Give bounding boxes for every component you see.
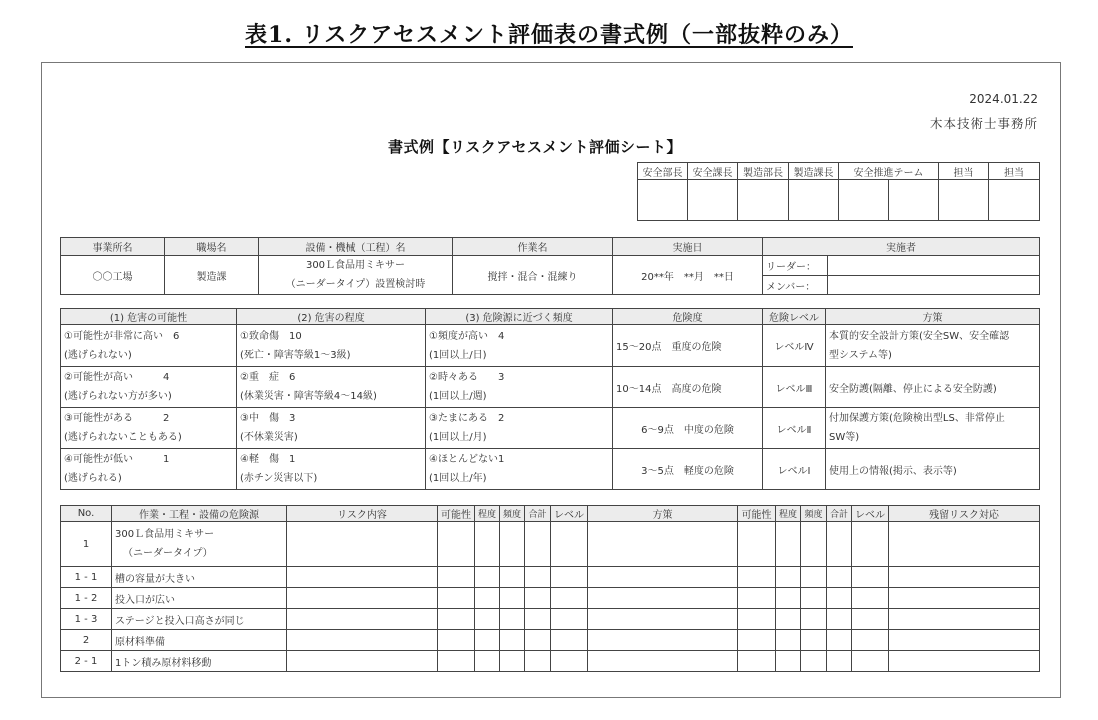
row-number: 1 - 1 xyxy=(61,567,112,588)
stamp-cell[interactable] xyxy=(638,180,688,221)
stamp-cell[interactable] xyxy=(939,180,989,221)
measure-cell: 安全防護(隔離、停止による安全防護) xyxy=(826,367,1040,408)
possibility-cell: ②可能性が高い 4 (逃げられない方が多い) xyxy=(61,367,237,408)
possibility-cell: ③可能性がある 2 (逃げられないこともある) xyxy=(61,408,237,449)
measure-input-cell[interactable] xyxy=(588,609,738,630)
score-cell[interactable] xyxy=(475,630,500,651)
score-cell[interactable] xyxy=(738,588,776,609)
risk-level-cell: レベルⅣ xyxy=(763,325,826,367)
score-cell[interactable] xyxy=(551,522,588,567)
score-cell[interactable] xyxy=(738,567,776,588)
assessment-header: 頻度 xyxy=(801,506,827,522)
hazard-cell: 原材料準備 xyxy=(112,630,287,651)
criteria-header: 方策 xyxy=(826,309,1040,325)
score-cell[interactable] xyxy=(827,651,852,672)
residual-risk-cell[interactable] xyxy=(889,609,1040,630)
residual-risk-cell[interactable] xyxy=(889,630,1040,651)
score-cell[interactable] xyxy=(475,588,500,609)
stamp-cell[interactable] xyxy=(789,180,839,221)
score-cell[interactable] xyxy=(852,588,889,609)
stamp-cell[interactable] xyxy=(688,180,738,221)
score-cell[interactable] xyxy=(801,651,827,672)
criteria-row xyxy=(61,367,1040,408)
assessment-header: 作業・工程・設備の危険源 xyxy=(112,506,287,522)
workplace-name: 製造課 xyxy=(165,256,259,295)
score-cell[interactable] xyxy=(852,522,889,567)
frequency-cell: ③たまにある 2 (1回以上/月) xyxy=(426,408,613,449)
site-name: 〇〇工場 xyxy=(61,256,165,295)
risk-level-cell: レベルⅢ xyxy=(763,367,826,408)
severity-cell: ④軽 傷 1 (赤チン災害以下) xyxy=(237,449,426,490)
score-cell[interactable] xyxy=(738,522,776,567)
measure-input-cell[interactable] xyxy=(588,567,738,588)
score-cell[interactable] xyxy=(738,651,776,672)
score-cell[interactable] xyxy=(801,630,827,651)
score-cell[interactable] xyxy=(500,609,525,630)
criteria-header: (1) 危害の可能性 xyxy=(61,309,237,325)
caption-text: 表1. リスクアセスメント評価表の書式例（一部抜粋のみ） xyxy=(245,22,853,48)
residual-risk-cell[interactable] xyxy=(889,522,1040,567)
criteria-row xyxy=(61,325,1040,367)
severity-cell: ③中 傷 3 (不休業災害) xyxy=(237,408,426,449)
score-cell[interactable] xyxy=(500,630,525,651)
risk-score-cell: 10～14点 高度の危険 xyxy=(613,367,763,408)
score-cell[interactable] xyxy=(551,609,588,630)
approval-table xyxy=(637,162,1040,221)
residual-risk-cell[interactable] xyxy=(889,567,1040,588)
residual-risk-cell[interactable] xyxy=(889,588,1040,609)
score-cell[interactable] xyxy=(852,651,889,672)
table-row xyxy=(61,630,1040,651)
info-header: 作業名 xyxy=(453,238,613,256)
score-cell[interactable] xyxy=(500,522,525,567)
severity-cell: ②重 症 6 (休業災害・障害等級4～14級) xyxy=(237,367,426,408)
info-table xyxy=(60,237,1040,295)
table-row xyxy=(61,651,1040,672)
task-name: 撹拌・混合・混練り xyxy=(453,256,613,295)
score-cell[interactable] xyxy=(852,630,889,651)
risk-content-cell[interactable] xyxy=(287,588,438,609)
criteria-header: 危険レベル xyxy=(763,309,826,325)
severity-cell: ①致命傷 10 (死亡・障害等級1～3級) xyxy=(237,325,426,367)
score-cell[interactable] xyxy=(438,609,475,630)
score-cell[interactable] xyxy=(551,630,588,651)
info-header: 実施日 xyxy=(613,238,763,256)
risk-score-cell: 6～9点 中度の危険 xyxy=(613,408,763,449)
assessment-header: 可能性 xyxy=(438,506,475,522)
score-cell[interactable] xyxy=(551,651,588,672)
document-date: 2024.01.22 xyxy=(969,92,1038,106)
score-cell[interactable] xyxy=(500,651,525,672)
score-cell[interactable] xyxy=(525,567,551,588)
score-cell[interactable] xyxy=(801,588,827,609)
score-cell[interactable] xyxy=(475,609,500,630)
score-cell[interactable] xyxy=(438,588,475,609)
score-cell[interactable] xyxy=(525,522,551,567)
approval-header: 安全課長 xyxy=(688,163,738,180)
execution-date: 20**年 **月 **日 xyxy=(613,256,763,295)
score-cell[interactable] xyxy=(776,651,801,672)
measure-cell: 使用上の情報(掲示、表示等) xyxy=(826,449,1040,490)
table-row xyxy=(61,567,1040,588)
measure-input-cell[interactable] xyxy=(588,588,738,609)
score-cell[interactable] xyxy=(827,588,852,609)
frequency-cell: ④ほとんどない1 (1回以上/年) xyxy=(426,449,613,490)
stamp-cell[interactable] xyxy=(839,180,889,221)
assessment-header: No. xyxy=(61,506,112,522)
score-cell[interactable] xyxy=(525,609,551,630)
score-cell[interactable] xyxy=(500,588,525,609)
leader-label: リーダー： xyxy=(763,256,828,276)
residual-risk-cell[interactable] xyxy=(889,651,1040,672)
equipment-line: （ニーダータイプ）設置検討時 xyxy=(285,279,426,290)
member-label: メンバー： xyxy=(763,276,828,295)
assessment-header: 方策 xyxy=(588,506,738,522)
row-number: 2 - 1 xyxy=(61,651,112,672)
assessment-header: 程度 xyxy=(475,506,500,522)
score-cell[interactable] xyxy=(438,651,475,672)
sheet-title: 書式例【リスクアセスメント評価シート】 xyxy=(388,138,683,156)
score-cell[interactable] xyxy=(551,588,588,609)
row-number: 1 - 3 xyxy=(61,609,112,630)
assessment-header: 頻度 xyxy=(500,506,525,522)
assessment-header: リスク内容 xyxy=(287,506,438,522)
assessment-header: 可能性 xyxy=(738,506,776,522)
table-row xyxy=(61,522,1040,567)
hazard-cell: ステージと投入口高さが同じ xyxy=(112,609,287,630)
score-cell[interactable] xyxy=(438,630,475,651)
hazard-cell: 投入口が広い xyxy=(112,588,287,609)
possibility-cell: ④可能性が低い 1 (逃げられる) xyxy=(61,449,237,490)
score-cell[interactable] xyxy=(776,567,801,588)
possibility-cell: ①可能性が非常に高い 6 (逃げられない) xyxy=(61,325,237,367)
criteria-row xyxy=(61,408,1040,449)
score-cell[interactable] xyxy=(738,630,776,651)
stamp-cell[interactable] xyxy=(989,180,1040,221)
approval-header: 担当 xyxy=(989,163,1040,180)
risk-content-cell[interactable] xyxy=(287,630,438,651)
score-cell[interactable] xyxy=(475,522,500,567)
risk-content-cell[interactable] xyxy=(287,609,438,630)
info-header: 実施者 xyxy=(763,238,1040,256)
criteria-header: 危険度 xyxy=(613,309,763,325)
approval-header: 担当 xyxy=(939,163,989,180)
row-number: 1 - 2 xyxy=(61,588,112,609)
score-cell[interactable] xyxy=(551,567,588,588)
assessment-header: レベル xyxy=(551,506,588,522)
criteria-table xyxy=(60,308,1040,490)
approval-header: 製造課長 xyxy=(789,163,839,180)
score-cell[interactable] xyxy=(827,609,852,630)
score-cell[interactable] xyxy=(776,609,801,630)
score-cell[interactable] xyxy=(525,630,551,651)
office-name: 木本技術士事務所 xyxy=(929,116,1038,131)
assessment-header: レベル xyxy=(852,506,889,522)
measure-cell: 本質的安全設計方策(安全SW、安全確認 型システム等) xyxy=(826,325,1040,367)
hazard-cell: 300Ｌ食品用ミキサー （ニーダータイプ） xyxy=(112,522,287,567)
hazard-cell: 槽の容量が大きい xyxy=(112,567,287,588)
criteria-row xyxy=(61,449,1040,490)
score-cell[interactable] xyxy=(827,567,852,588)
score-cell[interactable] xyxy=(801,522,827,567)
risk-content-cell[interactable] xyxy=(287,522,438,567)
assessment-header: 合計 xyxy=(827,506,852,522)
risk-score-cell: 3～5点 軽度の危険 xyxy=(613,449,763,490)
risk-score-cell: 15～20点 重度の危険 xyxy=(613,325,763,367)
leader-field[interactable] xyxy=(828,256,1040,276)
score-cell[interactable] xyxy=(801,567,827,588)
score-cell[interactable] xyxy=(801,609,827,630)
info-header: 事業所名 xyxy=(61,238,165,256)
figure-caption xyxy=(0,18,1098,49)
score-cell[interactable] xyxy=(827,630,852,651)
measure-input-cell[interactable] xyxy=(588,522,738,567)
row-number: 2 xyxy=(61,630,112,651)
frequency-cell: ①頻度が高い 4 (1回以上/日) xyxy=(426,325,613,367)
approval-header: 安全部長 xyxy=(638,163,688,180)
measure-input-cell[interactable] xyxy=(588,651,738,672)
assessment-header: 残留リスク対応 xyxy=(889,506,1040,522)
score-cell[interactable] xyxy=(776,522,801,567)
stamp-cell[interactable] xyxy=(738,180,789,221)
score-cell[interactable] xyxy=(438,522,475,567)
table-row xyxy=(61,609,1040,630)
score-cell[interactable] xyxy=(525,588,551,609)
info-header: 職場名 xyxy=(165,238,259,256)
approval-header: 製造部長 xyxy=(738,163,789,180)
risk-content-cell[interactable] xyxy=(287,567,438,588)
equipment-line: 300Ｌ食品用ミキサー xyxy=(305,260,406,271)
score-cell[interactable] xyxy=(525,651,551,672)
score-cell[interactable] xyxy=(776,630,801,651)
score-cell[interactable] xyxy=(475,567,500,588)
info-header: 設備・機械（工程）名 xyxy=(259,238,453,256)
score-cell[interactable] xyxy=(827,522,852,567)
criteria-header: (3) 危険源に近づく頻度 xyxy=(426,309,613,325)
score-cell[interactable] xyxy=(500,567,525,588)
measure-input-cell[interactable] xyxy=(588,630,738,651)
score-cell[interactable] xyxy=(738,609,776,630)
approval-header: 安全推進テーム xyxy=(839,163,939,180)
table-row xyxy=(61,588,1040,609)
risk-level-cell: レベルⅠ xyxy=(763,449,826,490)
hazard-cell: 1トン積み原材料移動 xyxy=(112,651,287,672)
risk-level-cell: レベルⅡ xyxy=(763,408,826,449)
row-number: 1 xyxy=(61,522,112,567)
score-cell[interactable] xyxy=(776,588,801,609)
equipment-name xyxy=(259,256,453,295)
member-field[interactable] xyxy=(828,276,1040,295)
score-cell[interactable] xyxy=(852,609,889,630)
score-cell[interactable] xyxy=(852,567,889,588)
stamp-cell[interactable] xyxy=(889,180,939,221)
measure-cell: 付加保護方策(危険検出型LS、非常停止 SW等) xyxy=(826,408,1040,449)
assessment-table xyxy=(60,505,1040,672)
criteria-header: (2) 危害の程度 xyxy=(237,309,426,325)
assessment-header: 合計 xyxy=(525,506,551,522)
score-cell[interactable] xyxy=(475,651,500,672)
assessment-header: 程度 xyxy=(776,506,801,522)
risk-content-cell[interactable] xyxy=(287,651,438,672)
frequency-cell: ②時々ある 3 (1回以上/週) xyxy=(426,367,613,408)
score-cell[interactable] xyxy=(438,567,475,588)
